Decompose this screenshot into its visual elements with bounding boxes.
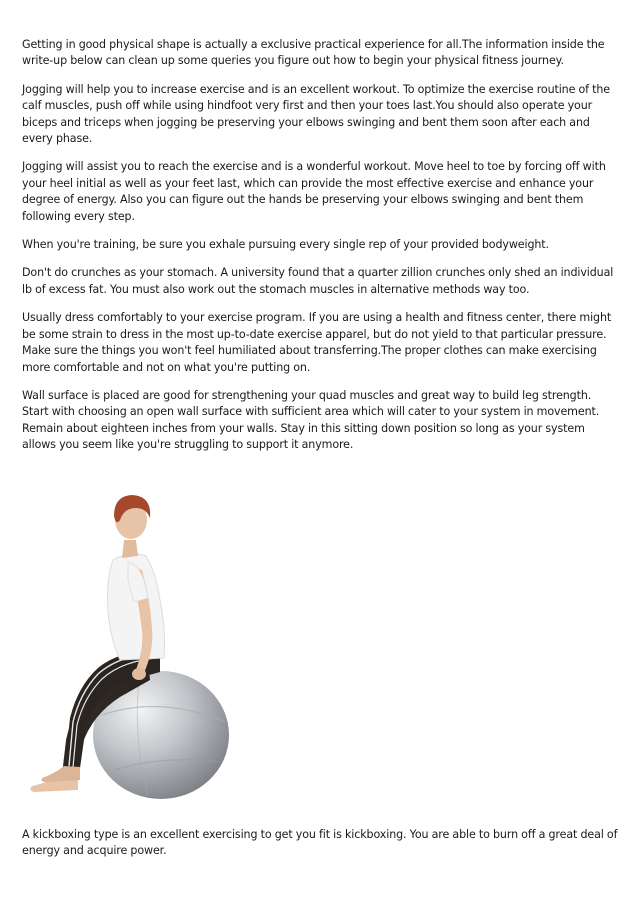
paragraph-jogging-heel: Jogging will assist you to reach the exercise and is a wonderful workout. Move heel to toe by forcing off with your heel initial as well as your feet last, which can provide the most effective exercise and enhance your degree of energy. Also you can figure out the hands be preserving your elbows swinging and bent them following every step. <box>22 160 606 223</box>
paragraph-jogging-calf: Jogging will help you to increase exercise and is an excellent workout. To optimize the exercise routine of the calf muscles, push off while using hindfoot very first and then your toes last.You should also operate your biceps and triceps when jogging be preserving your elbows swinging and bent them soon after each and every phase. <box>22 82 611 146</box>
article-body <box>22 37 618 466</box>
right-foot <box>42 766 81 782</box>
paragraph-dress: Usually dress comfortably to your exercise program. If you are using a health and fitness center, there might be some strain to dress in the most up-to-date exercise apparel, but do not yield to that particular pressure. Make sure the things you won't feel humiliated about transferring.The proper clothes can make exercising more comfortable and not on what you're putting on. <box>22 311 612 374</box>
exercise-ball-photo <box>20 490 240 800</box>
paragraph-crunches: Don't do crunches as your stomach. A university found that a quarter zillion crunches only shed an individual lb of excess fat. You must also work out the stomach muscles in alternative methods way too. <box>22 266 614 296</box>
paragraph-intro: Getting in good physical shape is actually a exclusive practical experience for all.The information inside the write-up below can clean up some queries you figure out how to begin your physical fitness journey. <box>22 38 605 68</box>
woman-on-exercise-ball-illustration <box>20 490 240 800</box>
hand <box>132 668 146 680</box>
paragraph-wall-sits: Wall surface is placed are good for strengthening your quad muscles and great way to build leg strength. Start with choosing an open wall surface with sufficient area which will cater to your system in movement. Remain about eighteen inches from your walls. Stay in this sitting down position so long as your system allows you seem like you're struggling to support it anymore. <box>22 388 600 452</box>
paragraph-kickboxing: A kickboxing type is an excellent exercising to get you fit is kickboxing. You are able to burn off a great deal of energy and acquire power. <box>22 828 618 858</box>
paragraph-exhale: When you're training, be sure you exhale pursuing every single rep of your provided bodyweight. <box>22 238 549 252</box>
